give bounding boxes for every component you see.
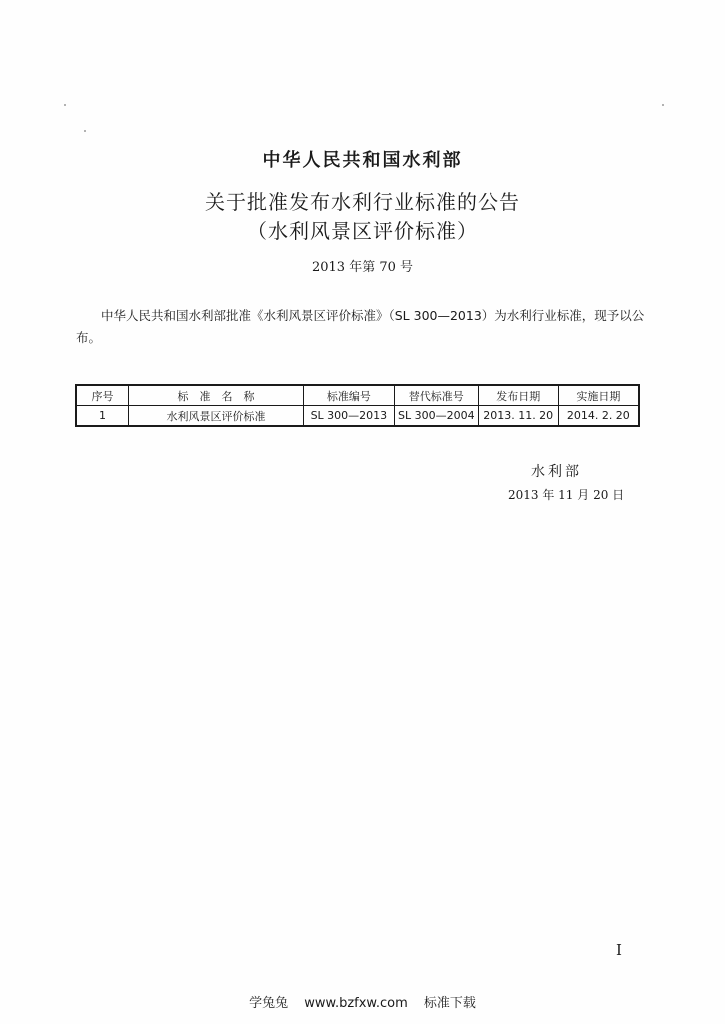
table-row xyxy=(76,406,639,427)
scan-speck xyxy=(662,104,664,106)
scan-speck xyxy=(64,104,66,106)
col-header-code: 标准编号 xyxy=(303,385,394,406)
announcement-body: 中华人民共和国水利部批准《水利风景区评价标准》（SL 300—2013）为水利行业标准，现予以公布。 xyxy=(76,308,645,345)
cell-issue-date: 2013. 11. 20 xyxy=(478,406,558,427)
footer-watermark xyxy=(0,992,725,1011)
col-header-issue-date: 发布日期 xyxy=(478,385,558,406)
footer-label: 标准下载 xyxy=(423,996,476,1011)
ministry-name: 中华人民共和国水利部 xyxy=(262,150,463,171)
footer-url[interactable]: www.bzfxw.com xyxy=(304,996,408,1011)
cell-code: SL 300—2013 xyxy=(303,406,394,427)
standards-table xyxy=(75,384,640,427)
page-number: I xyxy=(616,941,622,959)
cell-replaces: SL 300—2004 xyxy=(394,406,478,427)
col-header-index: 序号 xyxy=(76,385,129,406)
col-header-effective-date: 实施日期 xyxy=(558,385,639,406)
footer-site-name: 学兔兔 xyxy=(249,996,289,1011)
announcement-subtitle: （水利风景区评价标准） xyxy=(247,219,478,243)
col-header-replaces: 替代标准号 xyxy=(394,385,478,406)
document-number: 2013 年第 70 号 xyxy=(311,260,414,275)
announcement-title: 关于批准发布水利行业标准的公告 xyxy=(205,190,520,214)
table-header-row xyxy=(76,385,639,406)
signature-date: 2013 年 11 月 20 日 xyxy=(508,488,625,502)
cell-effective-date: 2014. 2. 20 xyxy=(558,406,639,427)
cell-index: 1 xyxy=(76,406,129,427)
cell-name: 水利风景区评价标准 xyxy=(129,406,304,427)
col-header-name: 标 准 名 称 xyxy=(129,385,304,406)
signature-org: 水利部 xyxy=(531,464,582,480)
scan-speck xyxy=(84,130,86,132)
